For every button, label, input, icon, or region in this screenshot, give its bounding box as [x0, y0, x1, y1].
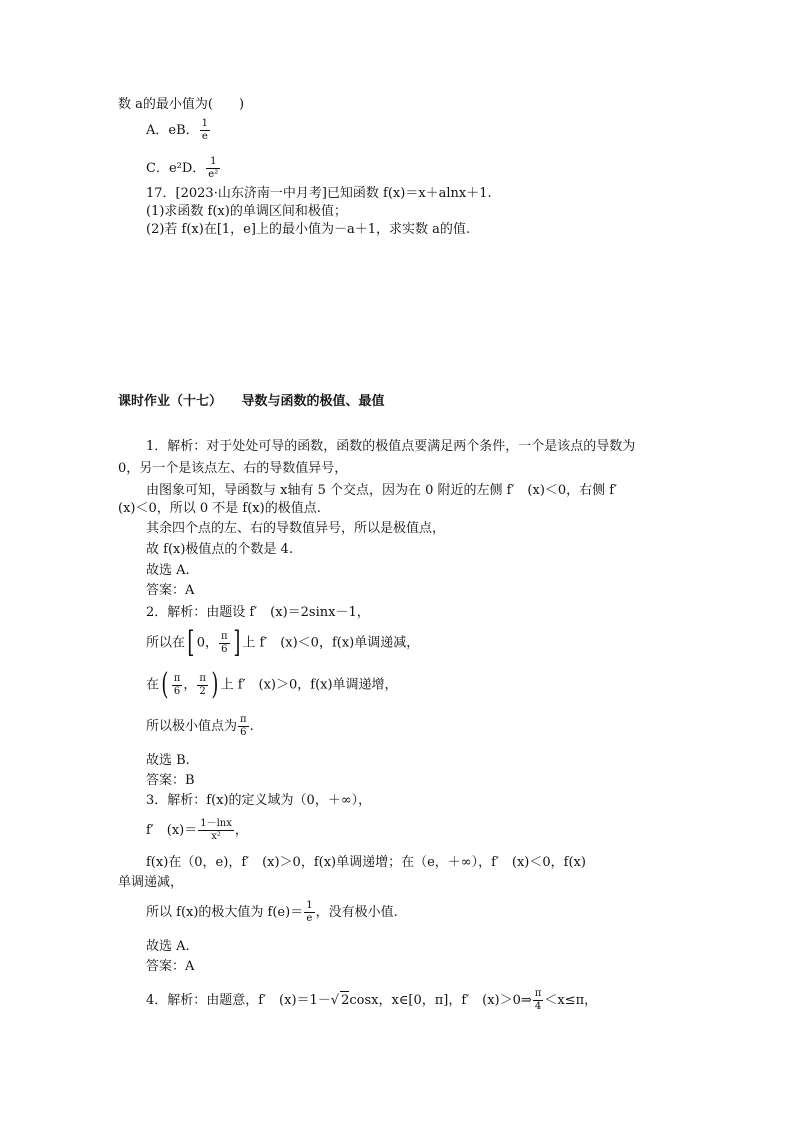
fraction: $\frac{\pi}{4}$	[534, 988, 542, 1012]
solution-3-line: 所以 f(x)的极大值为 f(e)＝ $\frac{1}{e}$ ，没有极小值.	[146, 900, 398, 924]
solution-1-line: 1．解析：对于处处可导的函数，函数的极值点要满足两个条件，一个是该点的导数为	[146, 439, 636, 454]
fraction: $\frac{1-\ln x}{\text{x²}}$	[200, 818, 232, 842]
solution-2-choice: 故选 B.	[146, 753, 190, 768]
solution-4-line: 4．解析：由题意，f′ (x)＝1－√ 2cosx，x∈[0，π]，f′ (x)＞0⇒ $\frac{\pi}{4}$ ＜x≤π，	[146, 988, 598, 1012]
sqrt-icon: √	[330, 993, 340, 1008]
solution-3-line: 3．解析：f(x)的定义域为（0，＋∞），	[146, 793, 372, 808]
solution-3-choice: 故选 A.	[146, 939, 190, 954]
solution-3-line: f′ (x)＝ $\frac{1-\ln x}{\text{x²}}$ ，	[146, 818, 248, 842]
fraction: $\frac{\pi}{6}$	[173, 672, 181, 697]
solution-2-line: 所以极小值点为 $\frac{\pi}{6}$ .	[146, 714, 254, 738]
fraction: $\frac{1}{e}$	[306, 900, 313, 924]
solution-2-line: 2．解析：由题设 f′ (x)＝2sinx－1，	[146, 605, 370, 620]
solution-1-answer: 答案：A	[146, 583, 195, 598]
solution-3-answer: 答案：A	[146, 959, 195, 974]
solution-3-line: f(x)在（0，e)，f′ (x)＞0，f(x)单调递增；在（e，＋∞），f′ (x)＜0，f(x)	[146, 855, 586, 870]
q17-part1: (1)求函数 f(x)的单调区间和极值；	[146, 204, 347, 219]
solution-1-line: 其余四个点的左、右的导数值异号，所以是极值点，	[146, 521, 446, 536]
solution-1-line: 由图象可知，导函数与 x轴有 5 个交点，因为在 0 附近的左侧 f′ (x)＜0，右侧 f′	[146, 483, 618, 498]
solution-1-line: 故 f(x)极值点的个数是 4.	[146, 542, 293, 557]
fraction: $\frac{\pi}{2}$	[199, 672, 206, 697]
q16-options-ab: A．eB． $\frac{1}{e}$	[146, 118, 209, 142]
q17-stem: 17．[2023·山东济南一中月考]已知函数 f(x)＝x＋alnx＋1.	[146, 186, 492, 201]
solution-2-answer: 答案：B	[146, 773, 195, 788]
fraction: $\frac{1}{\text{e²}}$	[208, 156, 219, 180]
fraction: $\frac{\pi}{6}$	[240, 714, 247, 738]
solution-1-choice: 故选 A.	[146, 563, 190, 578]
solution-1-line: 0，另一个是该点左、右的导数值异号，	[118, 461, 348, 476]
solution-2-line: 所以在[ 0， $\frac{\pi}{6}$ ] 上 f′ (x)＜0，f(x)单调递减，	[146, 625, 420, 660]
q16-stem-tail: 数 a的最小值为( )	[118, 97, 245, 112]
fraction: $\frac{1}{e}$	[201, 118, 209, 142]
solution-2-line: 在( $\frac{\pi}{6}$ ， $\frac{\pi}{2}$ ) 上 f′ (x)＞0，f(x)单调递增，	[146, 667, 398, 702]
section-title: 课时作业（十七） 导数与函数的极值、最值	[118, 394, 385, 409]
solution-3-line: 单调递减，	[118, 875, 184, 890]
q16-options-cd: C．e²D． $\frac{1}{\text{e²}}$	[146, 156, 219, 180]
q17-part2: (2)若 f(x)在[1，e]上的最小值为－a＋1，求实数 a的值.	[146, 222, 470, 237]
solution-1-line: (x)＜0，所以 0 不是 f(x)的极值点.	[118, 501, 321, 516]
fraction: $\frac{\pi}{6}$	[221, 630, 228, 655]
